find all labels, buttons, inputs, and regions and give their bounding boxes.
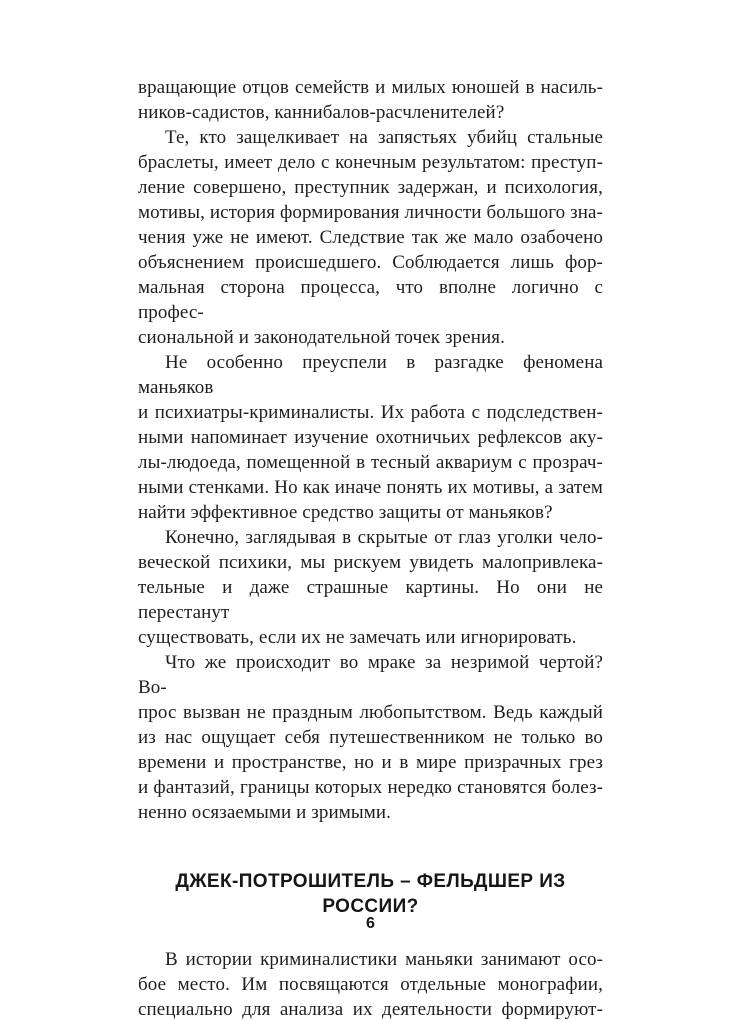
text-line: браслеты, имеет дело с конечным результатом: преступ- — [138, 152, 603, 173]
paragraph — [138, 947, 603, 1022]
text-line: веческой психики, мы рискуем увидеть малопривлека- — [138, 552, 603, 573]
paragraph — [138, 525, 603, 650]
section-heading: ДЖЕК-ПОТРОШИТЕЛЬ – ФЕЛЬДШЕР ИЗ РОССИИ? — [175, 871, 566, 917]
text-line: лы-людоеда, помещенной в тесный аквариум с прозрач- — [138, 452, 603, 473]
text-line: и психиатры-криминалисты. Их работа с подследствен- — [138, 402, 603, 423]
text-column — [138, 75, 603, 1022]
text-line: прос вызван не праздным любопытством. Ведь каждый — [138, 702, 603, 723]
text-line: бое место. Им посвящаются отдельные монографии, — [138, 974, 603, 995]
text-line: тельные и даже страшные картины. Но они не перестанут — [138, 577, 603, 623]
text-line: ников-садистов, каннибалов-расчленителей? — [138, 102, 505, 123]
text-line: времени и пространстве, но и в мире призрачных грез — [138, 752, 603, 773]
text-line: мальная сторона процесса, что вполне логично с профес- — [138, 277, 603, 323]
text-line: Что же происходит во мраке за незримой чертой? Во- — [138, 652, 603, 698]
text-line: Не особенно преуспели в разгадке феномена маньяков — [138, 352, 603, 398]
body-text — [138, 75, 603, 825]
paragraph — [138, 125, 603, 350]
paragraph — [138, 650, 603, 825]
text-line: чения уже не имеют. Следствие так же мало озабочено — [138, 227, 603, 248]
section-text — [138, 947, 603, 1022]
text-line: объяснением происшедшего. Соблюдается лишь фор- — [138, 252, 603, 273]
text-line: мотивы, история формирования личности большого зна- — [138, 202, 603, 223]
text-line: существовать, если их не замечать или игнорировать. — [138, 627, 577, 648]
paragraph — [138, 75, 603, 125]
text-line: ными стенками. Но как иначе понять их мотивы, а затем — [138, 477, 603, 498]
text-line: ненно осязаемыми и зримыми. — [138, 802, 391, 823]
text-line: ление совершено, преступник задержан, и психология, — [138, 177, 603, 198]
paragraph — [138, 350, 603, 525]
text-line: сиональной и законодательной точек зрения. — [138, 327, 505, 348]
text-line: вращающие отцов семейств и милых юношей в насиль- — [138, 77, 603, 98]
text-line: из нас ощущает себя путешественником не только во — [138, 727, 603, 748]
text-line: специально для анализа их деятельности формируют- — [138, 999, 603, 1020]
text-line: найти эффективное средство защиты от маньяков? — [138, 502, 553, 523]
text-line: Конечно, заглядывая в скрытые от глаз уголки чело- — [165, 527, 603, 548]
text-line: и фантазий, границы которых нередко становятся болез- — [138, 777, 603, 798]
page-number: 6 — [366, 915, 375, 932]
text-line: Те, кто защелкивает на запястьях убийц стальные — [165, 127, 603, 148]
text-line: В истории криминалистики маньяки занимают осо- — [165, 949, 603, 970]
text-line: ными напоминает изучение охотничьих рефлексов аку- — [138, 427, 603, 448]
